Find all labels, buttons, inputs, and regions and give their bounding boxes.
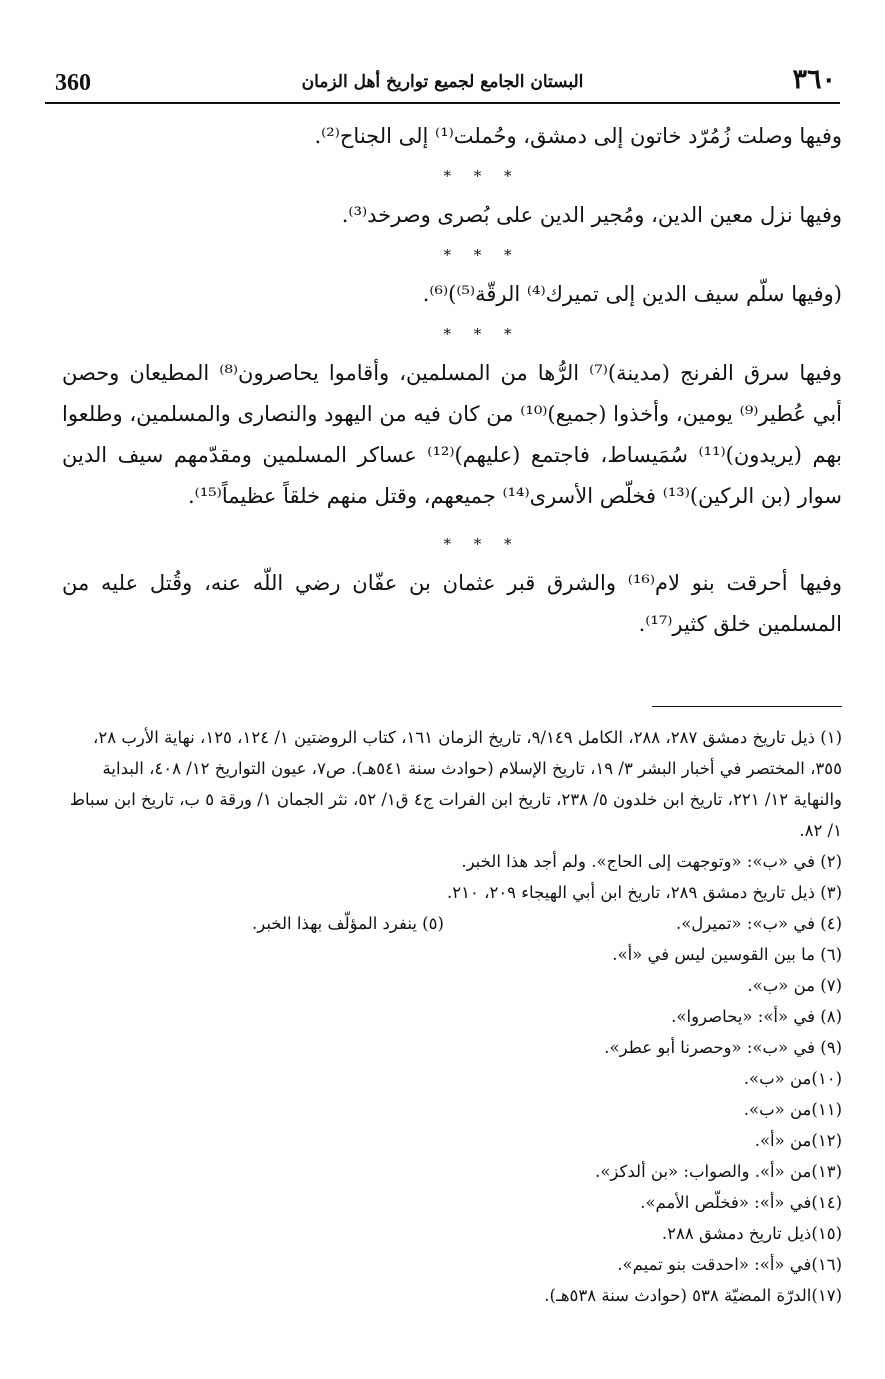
footnote-7: (٧) من «ب».	[747, 976, 842, 995]
footnote-4: (٤) في «ب»: «تميرل».	[675, 914, 842, 933]
paragraph-5: وفيها أحرقت بنو لام⁽¹⁶⁾ والشرق قبر عثمان بن عفّان رضي اللّه عنه، وقُتل عليه من المسلمين خلق كثير⁽¹⁷⁾.	[62, 571, 842, 636]
footnote-17: (١٧)الدرّة المضيّة ٥٣٨ (حوادث سنة ٥٣٨هـ).	[544, 1286, 842, 1305]
running-title: البستان الجامع لجميع تواريخ أهل الزمان	[301, 72, 584, 92]
footnote-6: (٦) ما بين القوسين ليس في «أ».	[612, 945, 842, 964]
footnote-5: (٥) ينفرد المؤلّف بهذا الخبر.	[252, 914, 444, 933]
footnote-9: (٩) في «ب»: «وحصرنا أبو عطر».	[604, 1038, 842, 1057]
paragraph-2: وفيها نزل معين الدين، ومُجير الدين على بُصرى وصرخد⁽³⁾.	[341, 203, 842, 227]
section-separator: * * *	[443, 246, 521, 264]
section-separator: * * *	[443, 535, 521, 553]
footnote-rule	[652, 706, 842, 707]
page-header	[45, 58, 840, 98]
section-separator: * * *	[443, 167, 521, 185]
footnote-2: (٢) في «ب»: «وتوجهت إلى الحاج». ولم أجد هذا الخبر.	[461, 852, 842, 871]
main-text	[62, 116, 842, 645]
footnote-11: (١١)من «ب».	[743, 1100, 842, 1119]
footnote-3: (٣) ذيل تاريخ دمشق ٢٨٩، تاريخ ابن أبي الهيجاء ٢٠٩، ٢١٠.	[447, 883, 842, 902]
footnote-14: (١٤)في «أ»: «فخلّص الأمم».	[640, 1193, 842, 1212]
footnote-12: (١٢)من «أ».	[754, 1131, 842, 1150]
paragraph-3: (وفيها سلّم سيف الدين إلى تميرك⁽⁴⁾ الرقّة⁽⁵⁾)⁽⁶⁾.	[422, 282, 842, 306]
section-separator: * * *	[443, 325, 521, 343]
footnote-13: (١٣)من «أ». والصواب: «بن ألدكز».	[595, 1162, 842, 1181]
footnote-row-4-5	[62, 908, 842, 939]
paragraph-1: وفيها وصلت زُمُرّد خاتون إلى دمشق، وحُملت⁽¹⁾ إلى الجناح⁽²⁾.	[314, 124, 842, 148]
header-rule	[45, 102, 840, 104]
footnotes	[62, 722, 842, 1311]
footnote-1: (١) ذيل تاريخ دمشق ٢٨٧، ٢٨٨، الكامل ٩/١٤٩، تاريخ الزمان ١٦١، كتاب الروضتين ١/ ١٢٤، ١٢٥، نهاية الأرب ٢٨، ٣٥٥، المختصر في أخبار البشر ٣/ ١٩، تاريخ الإسلام (حوادث سنة ٥٤١هـ). ص٧، عيون التواريخ ١٢/ ٤٠٨، البداية والنهاية ١٢/ ٢٢١، تاريخ ابن خلدون ٥/ ٢٣٨، تاريخ ابن الفرات ج٤ ق١/ ٥٢، نثر الجمان ١/ ورقة ٥ ب، تاريخ ابن سباط ١/ ٨٢.	[69, 728, 842, 840]
paragraph-4: وفيها سرق الفرنج (مدينة)⁽⁷⁾ الرُّها من المسلمين، وأقاموا يحاصرون⁽⁸⁾ المطيعان وحصن أبي عُطير⁽⁹⁾ يومين، وأخذوا (جميع)⁽¹⁰⁾ من كان فيه من اليهود والنصارى والمسلمين، وطلعوا بهم (يريدون)⁽¹¹⁾ سُمَيساط، فاجتمع (عليهم)⁽¹²⁾ عساكر المسلمين ومقدّمهم سيف الدين سوار (بن الركين)⁽¹³⁾ فخلّص الأسرى⁽¹⁴⁾ جميعهم، وقتل منهم خلقاً عظيماً⁽¹⁵⁾.	[62, 361, 842, 508]
page-number-arabic: ٣٦٠	[792, 64, 836, 95]
footnote-16: (١٦)في «أ»: «احدقت بنو تميم».	[617, 1255, 842, 1274]
footnote-15: (١٥)ذيل تاريخ دمشق ٢٨٨.	[661, 1224, 842, 1243]
page-number-latin: 360	[55, 70, 91, 96]
footnote-10: (١٠)من «ب».	[743, 1069, 842, 1088]
footnote-8: (٨) في «أ»: «يحاصروا».	[671, 1007, 842, 1026]
